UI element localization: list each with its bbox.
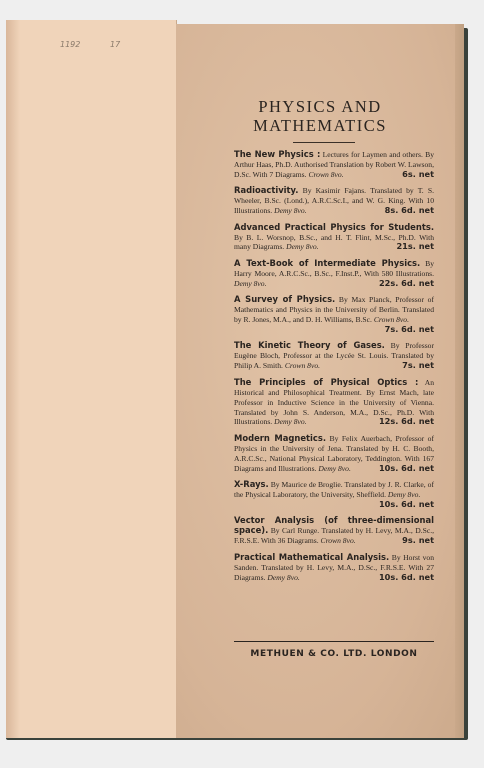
list-item — [234, 186, 434, 216]
pencil-note-mark: 17 — [110, 40, 121, 49]
entry-title: A Survey of Physics. — [234, 294, 336, 305]
entry-description: By Horst von Sanden. Translated by H. Levy, M.A., D.Sc., F.R.S.E. With 27 Diagrams. — [234, 552, 434, 582]
page-title-line2: MATHEMATICS — [253, 116, 387, 135]
entry-price: 9s. net — [402, 535, 434, 546]
entry-title: The New Physics : — [234, 149, 321, 159]
entry-format: Demy 8vo. — [286, 242, 319, 252]
entry-price: 7s. 6d. net — [384, 323, 434, 334]
entry-format: Crown 8vo. — [373, 315, 410, 325]
list-item — [234, 378, 434, 428]
publisher-rule — [234, 641, 434, 642]
entry-description: By Harry Moore, A.R.C.Sc., B.Sc., F.Inst.P., With 580 Illustrations. — [234, 258, 434, 278]
entry-description: By Max Planck, Professor of Mathematics and Physics in the University of Berlin. Translated by R. Jones, M.A., and D. H. Williams, B.Sc. — [234, 295, 434, 325]
list-item — [234, 341, 434, 371]
entry-title: Practical Mathematical Analysis. — [234, 551, 390, 562]
entry-description: Lectures for Laymen and others. By Arthur Haas, Ph.D. Authorised Translation by Robert W. Lawson, D.Sc. With 7 Diagrams. — [234, 150, 434, 179]
entry-format: Demy 8vo. — [267, 572, 300, 582]
entry-format: Crown 8vo. — [284, 361, 321, 371]
entry-title: The Kinetic Theory of Gases. — [234, 340, 385, 351]
list-item — [234, 434, 434, 474]
entry-price: 22s. 6d. net — [378, 277, 434, 288]
entry-description: By Carl Runge. Translated by H. Levy, M.A., D.Sc., F.R.S.E. With 36 Diagrams. — [234, 526, 434, 546]
book-list — [234, 150, 434, 589]
entry-description: By Felix Auerbach, Professor of Physics in the University of Jena. Translated by H. C. Booth, A.R.C.Sc., National Physical Laboratory, Teddington. With 167 Diagrams and Illustrations. — [234, 433, 434, 473]
list-item — [234, 480, 434, 510]
entry-format: Demy 8vo. — [318, 463, 351, 473]
entry-title: A Text-Book of Intermediate Physics. — [234, 257, 421, 268]
flap-shadow — [6, 20, 20, 738]
entry-description: By Maurice de Broglie. Translated by J. R. Clarke, of the Physical Laboratory, the University, Sheffield. — [234, 480, 435, 500]
entry-title: Vector Analysis (of three-dimensional space). — [234, 515, 434, 536]
entry-format: Demy 8vo. — [387, 490, 421, 500]
entry-format: Demy 8vo. — [274, 206, 307, 216]
entry-price: 6s. net — [402, 168, 434, 179]
publisher-imprint: METHUEN & CO. LTD. LONDON — [250, 649, 418, 659]
title-rule — [293, 142, 355, 143]
entry-price: 21s. net — [396, 241, 434, 252]
entry-price: 10s. 6d. net — [378, 571, 434, 582]
entry-description: By B. L. Worsnop, B.Sc., and H. T. Flint, M.Sc., Ph.D. With many Diagrams. — [234, 232, 434, 252]
list-item — [234, 295, 434, 335]
entry-format: Demy 8vo. — [274, 417, 307, 427]
page-title-line1: PHYSICS AND — [258, 97, 382, 116]
entry-format: Crown 8vo. — [308, 169, 344, 179]
endpaper-flap — [6, 20, 177, 738]
list-item — [234, 553, 434, 583]
entry-title: X-Rays. — [234, 479, 269, 490]
entry-price: 10s. 6d. net — [378, 498, 434, 509]
entry-price: 12s. 6d. net — [378, 416, 434, 427]
list-item — [234, 223, 434, 253]
entry-price: 8s. 6d. net — [384, 205, 434, 216]
list-item — [234, 516, 434, 546]
entry-title: The Principles of Physical Optics : — [234, 376, 419, 387]
entry-price: 7s. net — [402, 360, 434, 371]
entry-description: By Kasimir Fajans. Translated by T. S. Wheeler, B.Sc. (Lond.), A.R.C.Sc.I., and W. G. King. With 10 Illustrations. — [234, 186, 435, 216]
list-item — [234, 259, 434, 289]
entry-price: 10s. 6d. net — [378, 462, 434, 473]
entry-title: Advanced Practical Physics for Students. — [234, 221, 434, 232]
entry-description: By Professor Eugène Bloch, Professor at the Lycée St. Louis. Translated by Philip A. Smith. — [234, 341, 434, 371]
entry-title: Modern Magnetics. — [234, 432, 327, 443]
entry-title: Radioactivity. — [234, 185, 299, 196]
entry-description: An Historical and Philosophical Treatment. By Ernst Mach, late Professor in Inductive Science in the University of Vienna. Translated by John S. Anderson, M.A., D.Sc., Ph.D. With Illustrations. — [234, 377, 434, 427]
entry-format: Demy 8vo. — [234, 278, 267, 288]
pencil-note-number: 1192 — [60, 40, 81, 49]
entry-format: Crown 8vo. — [320, 536, 356, 546]
list-item — [234, 150, 434, 180]
